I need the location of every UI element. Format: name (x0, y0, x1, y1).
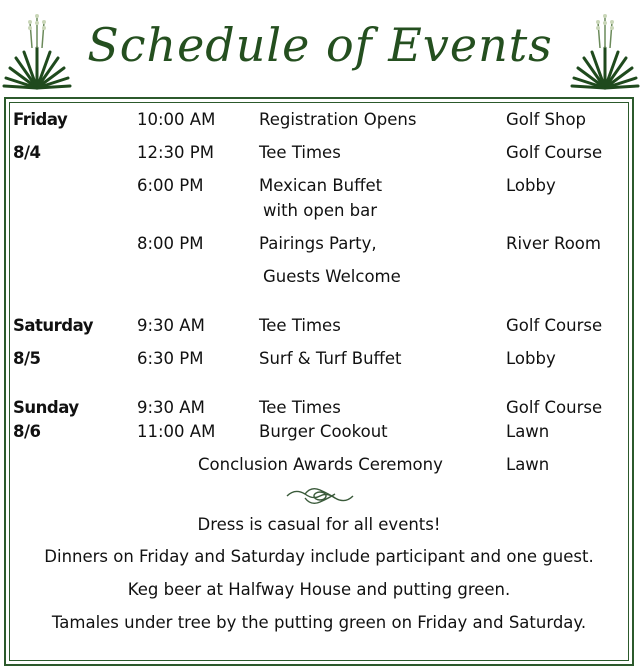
note-line: Tamales under tree by the putting green on Friday and Saturday. (51, 613, 587, 632)
event-name: Tee Times (259, 143, 341, 162)
event-name: Pairings Party, (259, 234, 377, 253)
day-label: Friday (13, 110, 68, 129)
day-label: Sunday (13, 398, 79, 417)
scroll-ornament-icon (285, 484, 355, 508)
event-time: 9:30 AM (137, 398, 205, 417)
date-label: 8/4 (13, 143, 41, 162)
event-time: 9:30 AM (137, 316, 205, 335)
event-location: Lawn (506, 422, 550, 441)
page-header (0, 0, 640, 96)
event-time: 12:30 PM (137, 143, 214, 162)
date-label: 8/6 (13, 422, 41, 441)
event-name-line2: with open bar (263, 201, 378, 220)
event-name: Tee Times (259, 398, 341, 417)
event-time: 11:00 AM (137, 422, 216, 441)
date-label: 8/5 (13, 349, 41, 368)
event-time: 10:00 AM (137, 110, 216, 129)
event-time: 8:00 PM (137, 234, 204, 253)
event-name: Surf & Turf Buffet (259, 349, 402, 368)
event-location: River Room (506, 234, 601, 253)
event-name: Registration Opens (259, 110, 417, 129)
event-location: Lobby (506, 349, 556, 368)
event-location: Golf Shop (506, 110, 587, 129)
event-location: Golf Course (506, 398, 603, 417)
event-time: 6:30 PM (137, 349, 204, 368)
event-name: Mexican Buffet (259, 176, 383, 195)
event-location: Lobby (506, 176, 556, 195)
day-label: Saturday (13, 316, 93, 335)
event-name-line2: Guests Welcome (263, 267, 401, 286)
event-name: Conclusion Awards Ceremony (198, 455, 443, 474)
yucca-plant-icon (570, 8, 640, 92)
event-location: Golf Course (506, 143, 603, 162)
page-title: Schedule of Events (87, 18, 553, 72)
event-time: 6:00 PM (137, 176, 204, 195)
note-line: Dress is casual for all events! (197, 515, 441, 534)
event-location: Golf Course (506, 316, 603, 335)
event-name: Tee Times (259, 316, 341, 335)
event-location: Lawn (506, 455, 550, 474)
note-line: Dinners on Friday and Saturday include participant and one guest. (44, 547, 594, 566)
event-name: Burger Cookout (259, 422, 388, 441)
note-line: Keg beer at Halfway House and putting green. (127, 580, 511, 599)
